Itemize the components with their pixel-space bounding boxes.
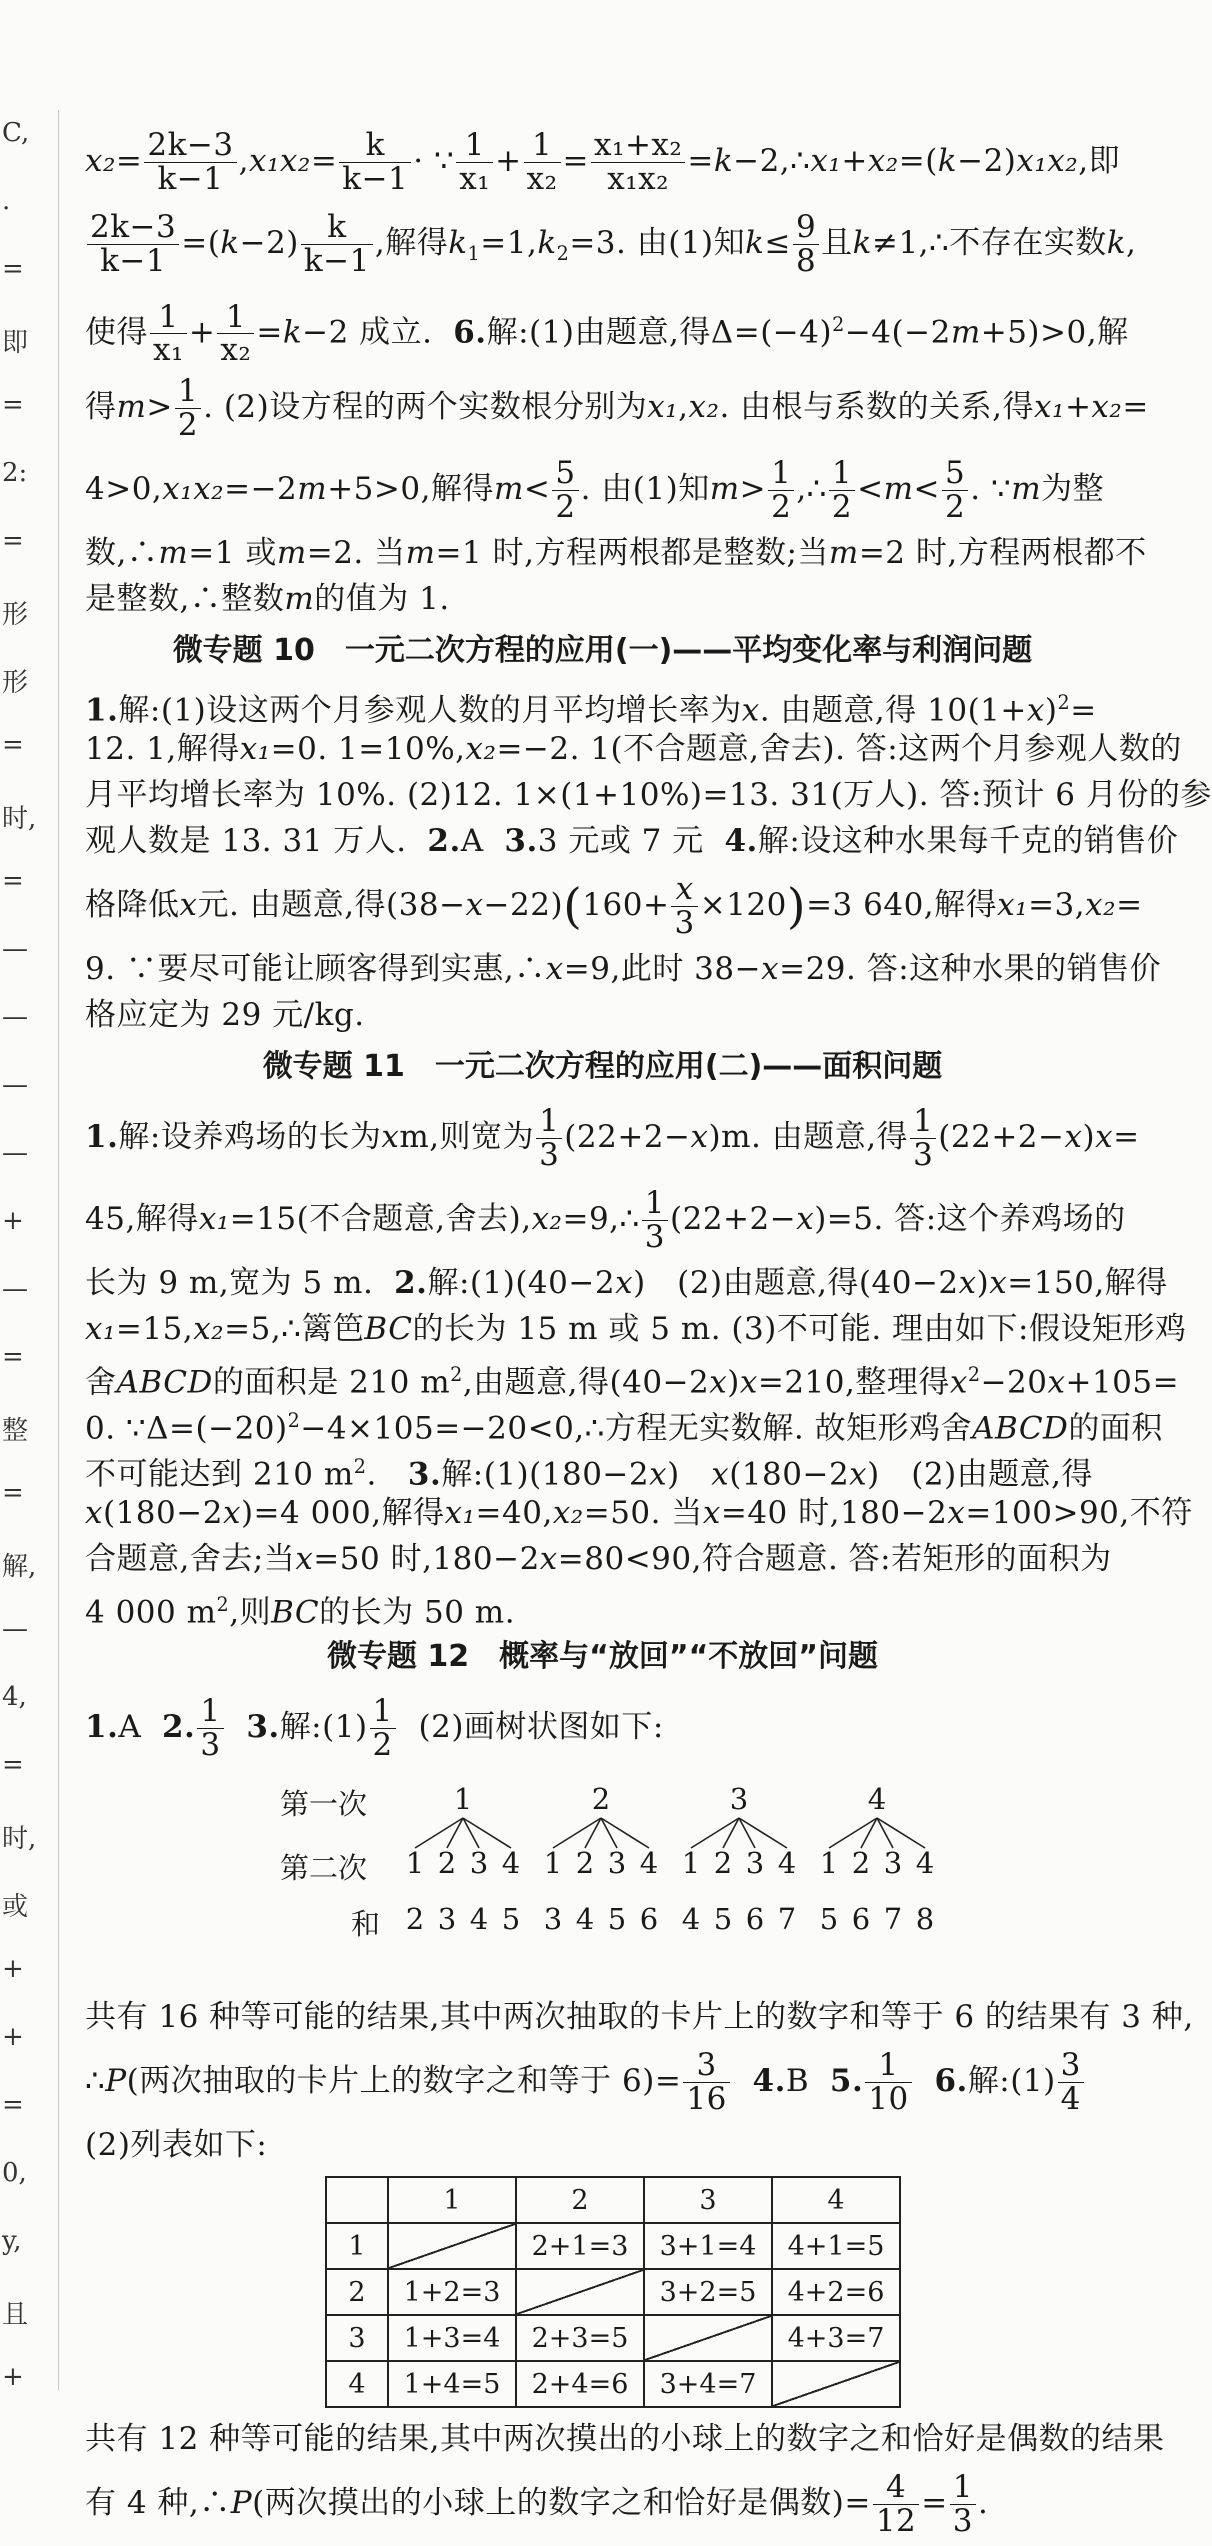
table-cell: 3+2=5 bbox=[644, 2269, 772, 2315]
margin-fragment: — bbox=[2, 1138, 28, 1168]
text-line: x₂= $\frac{2k-3}{k-1}$ ,x₁x₂= $\frac{k}{k-1}$ · ∵ $\frac{1}{\text{x₁}}$ + $\frac{1}{\text{x₂}}$ = $\frac{\text{x₁+x₂}}{\text{x₁x₂}}$ =k−2,∴x₁+x₂=(k−2)x₁x₂,即 bbox=[85, 127, 1121, 197]
margin-fragment: 4, bbox=[2, 1682, 27, 1712]
fraction: $\frac{\text{x₁+x₂}}{\text{x₁x₂}}$ bbox=[591, 129, 685, 195]
text-line: 观人数是 13. 31 万人. 2.A 3.3 元或 7 元 4.解:设这种水果每千克的销售价 bbox=[85, 823, 1179, 859]
text-line: x(180−2x)=4 000,解得x₁=40,x₂=50. 当x=40 时,180−2x=100>90,不符 bbox=[85, 1495, 1193, 1531]
fraction: $\frac{k}{k-1}$ bbox=[339, 129, 411, 195]
sum-table bbox=[325, 2176, 901, 2408]
tree-second-node: 3 bbox=[469, 1846, 489, 1880]
tree-second-node: 1 bbox=[543, 1846, 563, 1880]
text-line: 长为 9 m,宽为 5 m. 2.解:(1)(40−2x) (2)由题意,得(40−2x)x=150,解得 bbox=[85, 1265, 1168, 1301]
table-row bbox=[326, 2315, 900, 2361]
table-container bbox=[85, 2176, 1120, 2416]
margin-fragment: = bbox=[2, 390, 24, 420]
margin-fragment: 形 bbox=[2, 668, 29, 698]
tree-sum-value: 5 bbox=[819, 1902, 839, 1936]
table-header-cell: 3 bbox=[644, 2177, 772, 2223]
tree-second-node: 3 bbox=[883, 1846, 903, 1880]
tree-sum-value: 4 bbox=[575, 1902, 595, 1936]
text-line: 有 4 种,∴P(两次摸出的小球上的数字之和恰好是偶数)= $\frac{4}{12}$ = $\frac{1}{3}$ . bbox=[85, 2469, 989, 2539]
section-heading-10: 微专题 10 一元二次方程的应用(一)——平均变化率与利润问题 bbox=[172, 633, 1033, 668]
margin-fragment: = bbox=[2, 866, 24, 896]
text-line: (2)列表如下: bbox=[85, 2127, 268, 2163]
margin-fragment: 时, bbox=[2, 804, 37, 834]
tree-second-node: 2 bbox=[575, 1846, 595, 1880]
tree-second-node: 2 bbox=[851, 1846, 871, 1880]
tree-sum-value: 3 bbox=[437, 1902, 457, 1936]
margin-fragment: — bbox=[2, 1274, 28, 1304]
tree-sum-value: 5 bbox=[501, 1902, 521, 1936]
text-line: 1.解:设养鸡场的长为xm,则宽为 $\frac{1}{3}$ (22+2−x)m. 由题意,得 $\frac{1}{3}$ (22+2−x)x= bbox=[85, 1103, 1140, 1173]
table-row bbox=[326, 2223, 900, 2269]
tree-second-node: 2 bbox=[437, 1846, 457, 1880]
fraction: $\frac{3}{16}$ bbox=[683, 2049, 729, 2115]
column-divider bbox=[58, 110, 59, 2390]
table-cell: 1+3=4 bbox=[388, 2315, 516, 2361]
text-line: 9. ∵要尽可能让顾客得到实惠,∴x=9,此时 38−x=29. 答:这种水果的销售价 bbox=[85, 951, 1162, 987]
text-line: 合题意,舍去;当x=50 时,180−2x=80<90,符合题意. 答:若矩形的面积为 bbox=[85, 1541, 1112, 1577]
tree-sum-value: 4 bbox=[681, 1902, 701, 1936]
fraction: $\frac{1}{3}$ bbox=[910, 1105, 936, 1171]
table-row-label: 1 bbox=[326, 2223, 388, 2269]
tree-second-node: 3 bbox=[607, 1846, 627, 1880]
table-row bbox=[326, 2361, 900, 2407]
text-line: 4 000 $m^2$,则BC的长为 50 m. bbox=[85, 1593, 516, 1631]
text-line: x₁=15,x₂=5,∴篱笆BC的长为 15 m 或 5 m. (3)不可能. 理由如下:假设矩形鸡 bbox=[85, 1311, 1187, 1347]
table-row-label: 3 bbox=[326, 2315, 388, 2361]
margin-fragment: — bbox=[2, 934, 28, 964]
margin-fragment: 整 bbox=[2, 1416, 29, 1446]
table-diagonal-cell bbox=[516, 2269, 644, 2315]
tree-sum-value: 4 bbox=[469, 1902, 489, 1936]
text-line: 12. 1,解得x₁=0. 1=10%,x₂=−2. 1(不合题意,舍去). 答:这两个月参观人数的 bbox=[85, 731, 1182, 767]
text-line: 是整数,∴整数m的值为 1. bbox=[85, 581, 450, 617]
fraction: $\frac{1}{3}$ bbox=[536, 1105, 562, 1171]
tree-first-node: 4 bbox=[867, 1782, 887, 1816]
margin-fragment: 2: bbox=[2, 458, 28, 488]
text-line: 共有 16 种等可能的结果,其中两次抽取的卡片上的数字和等于 6 的结果有 3 种, bbox=[85, 1999, 1194, 2035]
fraction: $\frac{1}{2}$ bbox=[829, 457, 855, 523]
tree-sum-value: 6 bbox=[851, 1902, 871, 1936]
fraction: $\frac{5}{2}$ bbox=[942, 457, 968, 523]
tree-sum-value: 5 bbox=[607, 1902, 627, 1936]
text-line: 0. $\because\Delta=(-20)^2-4\times 105=-20<0,\therefore$方程无实数解. 故矩形鸡舍ABCD的面积 bbox=[85, 1409, 1163, 1447]
table-header-cell: 1 bbox=[388, 2177, 516, 2223]
margin-fragment: 且 bbox=[2, 2300, 29, 2330]
tree-diagram bbox=[85, 1774, 1120, 1994]
fraction: $\frac{1}{\text{x₁}}$ bbox=[456, 129, 493, 195]
fraction: $\frac{1}{3}$ bbox=[642, 1187, 668, 1253]
tree-second-node: 2 bbox=[713, 1846, 733, 1880]
tree-first-node: 1 bbox=[453, 1782, 473, 1816]
text-line: 共有 12 种等可能的结果,其中两次摸出的小球上的数字之和恰好是偶数的结果 bbox=[85, 2421, 1165, 2457]
margin-fragment: y, bbox=[2, 2226, 22, 2256]
fraction: $\frac{2k-3}{k-1}$ bbox=[87, 211, 179, 277]
margin-fragment: + bbox=[2, 2022, 24, 2052]
margin-fragment: 0, bbox=[2, 2158, 27, 2188]
text-line: 得m> $\frac{1}{2}$ . (2)设方程的两个实数根分别为x₁,x₂. 由根与系数的关系,得x₁+x₂= bbox=[85, 373, 1149, 443]
table-cell: 1+4=5 bbox=[388, 2361, 516, 2407]
text-line: 1.解:(1)设这两个月参观人数的月平均增长率为x. 由题意,得 $10(1+x)^2=$ bbox=[85, 691, 1097, 729]
margin-fragment: 即 bbox=[2, 328, 29, 358]
table-diagonal-cell bbox=[388, 2223, 516, 2269]
text-line: 45,解得x₁=15(不合题意,舍去),x₂=9,∴ $\frac{1}{3}$ (22+2−x)=5. 答:这个养鸡场的 bbox=[85, 1185, 1126, 1255]
table-cell: 1+2=3 bbox=[388, 2269, 516, 2315]
tree-second-node: 1 bbox=[819, 1846, 839, 1880]
tree-second-node: 3 bbox=[745, 1846, 765, 1880]
fraction: $\frac{9}{8}$ bbox=[793, 211, 819, 277]
fraction: $\frac{1}{3}$ bbox=[197, 1695, 223, 1761]
fraction: $\frac{1}{\text{x₂}}$ bbox=[217, 301, 254, 367]
fraction: $\frac{1}{2}$ bbox=[175, 375, 201, 441]
tree-sum-value: 6 bbox=[639, 1902, 659, 1936]
text-line: 4>0,x₁x₂=−2m+5>0,解得m< $\frac{5}{2}$ . 由(1)知m> $\frac{1}{2}$ ,∴ $\frac{1}{2}$ <m< $\frac{5}{2}$ . ∵m为整 bbox=[85, 455, 1105, 525]
margin-fragment: = bbox=[2, 2090, 24, 2120]
table-row bbox=[326, 2269, 900, 2315]
fraction: $\frac{1}{\text{x₂}}$ bbox=[524, 129, 561, 195]
fraction: $\frac{k}{k-1}$ bbox=[301, 211, 373, 277]
tree-label-sum: 和 bbox=[351, 1907, 381, 1941]
table-cell: 2+3=5 bbox=[516, 2315, 644, 2361]
margin-fragment: = bbox=[2, 254, 24, 284]
tree-sum-value: 5 bbox=[713, 1902, 733, 1936]
table-cell: 2+4=6 bbox=[516, 2361, 644, 2407]
text-line: ∴P(两次抽取的卡片上的数字之和等于 6)= $\frac{3}{16}$ 4.B 5. $\frac{1}{10}$ 6.解:(1) $\frac{3}{4}$ bbox=[85, 2040, 1120, 2122]
tree-first-node: 3 bbox=[729, 1782, 749, 1816]
text-line: $\frac{2k-3}{k-1}$ =(k−2) $\frac{k}{k-1}$ ,解得$k_1=1,k_2=3$. 由(1)知k≤ $\frac{9}{8}$ 且k≠1,∴不存在实数k, bbox=[85, 202, 1120, 284]
margin-fragment: = bbox=[2, 1478, 24, 1508]
margin-fragment: 解, bbox=[2, 1552, 37, 1582]
tree-second-node: 4 bbox=[501, 1846, 521, 1880]
tree-label-second: 第二次 bbox=[280, 1851, 368, 1885]
tree-sum-value: 8 bbox=[915, 1902, 935, 1936]
margin-fragment: C, bbox=[2, 118, 30, 148]
margin-fragment: 时, bbox=[2, 1824, 37, 1854]
tree-sum-value: 3 bbox=[543, 1902, 563, 1936]
margin-fragment: . bbox=[2, 186, 11, 216]
fraction: $\frac{1}{3}$ bbox=[950, 2471, 976, 2537]
margin-fragment: = bbox=[2, 1750, 24, 1780]
margin-fragment: — bbox=[2, 1614, 28, 1644]
fraction: $\frac{1}{2}$ bbox=[768, 457, 794, 523]
fraction: $\frac{5}{2}$ bbox=[552, 457, 578, 523]
fraction: $\frac{2k-3}{k-1}$ bbox=[144, 129, 236, 195]
margin-fragment: = bbox=[2, 730, 24, 760]
tree-sum-value: 7 bbox=[777, 1902, 797, 1936]
text-line: 舍ABCD的面积是 210 $m^2$,由题意,得(40−2x)x=210,整理得$x^2-20x+105=$ bbox=[85, 1363, 1180, 1401]
table-header-row bbox=[326, 2177, 900, 2223]
tree-second-node: 4 bbox=[777, 1846, 797, 1880]
table-corner-cell bbox=[326, 2177, 388, 2223]
table-cell: 3+1=4 bbox=[644, 2223, 772, 2269]
fraction: $\frac{1}{2}$ bbox=[370, 1695, 396, 1761]
table-diagonal-cell bbox=[772, 2361, 900, 2407]
fraction: $\frac{1}{10}$ bbox=[865, 2049, 911, 2115]
tree-second-node: 1 bbox=[405, 1846, 425, 1880]
fraction: $\frac{3}{4}$ bbox=[1058, 2049, 1084, 2115]
table-cell: 4+1=5 bbox=[772, 2223, 900, 2269]
text-line: 格应定为 29 元/kg. bbox=[85, 997, 365, 1033]
table-row-label: 4 bbox=[326, 2361, 388, 2407]
text-line: 1.A 2. $\frac{1}{3}$ 3.解:(1) $\frac{1}{2}$ (2)画树状图如下: bbox=[85, 1693, 664, 1763]
table-header-cell: 4 bbox=[772, 2177, 900, 2223]
text-line: 格降低x元. 由题意,得(38−x−22)(160+ $\frac{x}{3}$ ×120)=3 640,解得x₁=3,x₂= bbox=[85, 871, 1143, 941]
tree-second-node: 4 bbox=[639, 1846, 659, 1880]
table-diagonal-cell bbox=[644, 2315, 772, 2361]
fraction: $\frac{1}{\text{x₁}}$ bbox=[150, 301, 187, 367]
margin-fragment: + bbox=[2, 1206, 24, 1236]
tree-label-first: 第一次 bbox=[280, 1787, 368, 1821]
tree-first-node: 2 bbox=[591, 1782, 611, 1816]
left-margin-fragments bbox=[0, 0, 46, 2546]
text-line: 不可能达到 210 $m^2$. 3.解:(1)(180−2x) x(180−2x) (2)由题意,得 bbox=[85, 1455, 1094, 1493]
fraction: $\frac{x}{3}$ bbox=[671, 873, 697, 939]
margin-fragment: — bbox=[2, 1070, 28, 1100]
tree-second-node: 1 bbox=[681, 1846, 701, 1880]
table-cell: 3+4=7 bbox=[644, 2361, 772, 2407]
answer-content bbox=[85, 120, 1212, 2544]
tree-sum-value: 2 bbox=[405, 1902, 425, 1936]
margin-fragment: + bbox=[2, 1954, 24, 1984]
margin-fragment: — bbox=[2, 1002, 28, 1032]
tree-second-node: 4 bbox=[915, 1846, 935, 1880]
margin-fragment: + bbox=[2, 2362, 24, 2392]
tree-sum-value: 6 bbox=[745, 1902, 765, 1936]
margin-fragment: = bbox=[2, 526, 24, 556]
table-row-label: 2 bbox=[326, 2269, 388, 2315]
text-line: 使得 $\frac{1}{\text{x₁}}$ + $\frac{1}{\text{x₂}}$ =k−2 成立. 6.解:(1)由题意,得$\Delta=(-4)^2-4(-2m+5)>0$,解 bbox=[85, 298, 1129, 369]
margin-fragment: 或 bbox=[2, 1892, 29, 1922]
section-heading-11: 微专题 11 一元二次方程的应用(二)——面积问题 bbox=[262, 1049, 943, 1084]
table-cell: 2+1=3 bbox=[516, 2223, 644, 2269]
tree-sum-value: 7 bbox=[883, 1902, 903, 1936]
section-heading-12: 微专题 12 概率与“放回”“不放回”问题 bbox=[326, 1639, 879, 1674]
text-line: 数,∴m=1 或m=2. 当m=1 时,方程两根都是整数;当m=2 时,方程两根都不 bbox=[85, 535, 1147, 571]
fraction: $\frac{4}{12}$ bbox=[873, 2471, 919, 2537]
text-line: 月平均增长率为 10%. (2)12. 1×(1+10%)=13. 31(万人). 答:预计 6 月份的参 bbox=[85, 777, 1212, 813]
table-header-cell: 2 bbox=[516, 2177, 644, 2223]
margin-fragment: = bbox=[2, 1342, 24, 1372]
table-cell: 4+2=6 bbox=[772, 2269, 900, 2315]
margin-fragment: 形 bbox=[2, 600, 29, 630]
table-cell: 4+3=7 bbox=[772, 2315, 900, 2361]
